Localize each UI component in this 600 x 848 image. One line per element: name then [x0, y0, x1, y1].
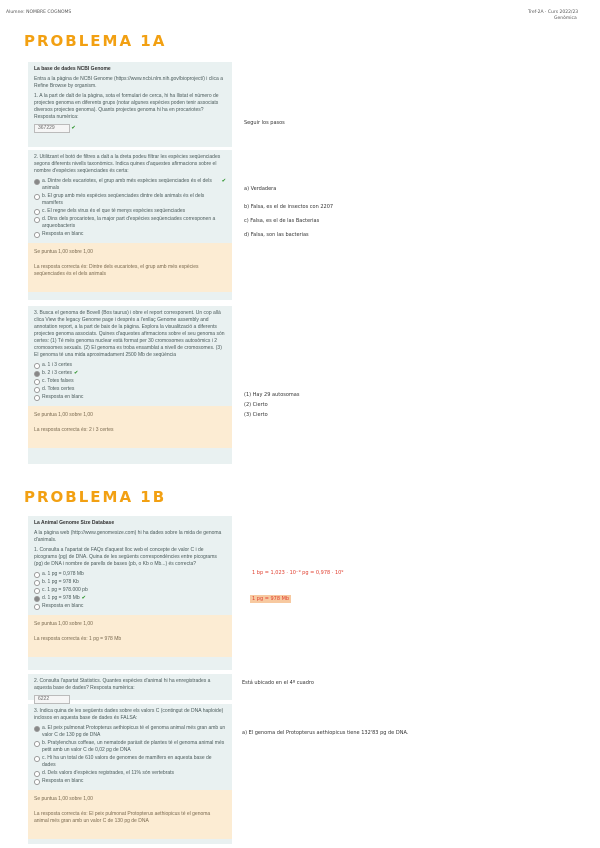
option-a[interactable]: a. 1 i 3 certes: [34, 362, 226, 369]
radio-icon[interactable]: [34, 363, 40, 369]
option-c[interactable]: c. El regne dels virus és el que té menys espècies seqüenciades: [34, 208, 226, 215]
radio-icon[interactable]: [34, 572, 40, 578]
answer-input[interactable]: 6222: [34, 695, 70, 704]
radio-icon[interactable]: [34, 194, 40, 200]
option-b[interactable]: b. Pratylenchus coffeae, un nematode paràsit de plantes té el genoma animal més petit amb un valor C de 0,02 pg de DNA: [34, 740, 226, 754]
score-text: Se puntua 1,00 sobre 1,00: [34, 412, 93, 418]
radio-icon[interactable]: [34, 588, 40, 594]
option-b[interactable]: b. 1 pg = 978 Kb: [34, 579, 226, 586]
note-seguir: Seguir los pasos: [244, 120, 285, 126]
feedback-box: [28, 406, 232, 448]
question-card-1b-1: [28, 516, 232, 670]
option-a[interactable]: a. El peix pulmonat Protopterus aethiopicus té el genoma animal més gran amb un valor C de 130 pg de DNA: [34, 725, 226, 739]
radio-icon[interactable]: [34, 232, 40, 238]
radio-icon[interactable]: [34, 179, 40, 185]
radio-icon[interactable]: [34, 604, 40, 610]
radio-icon[interactable]: [34, 779, 40, 785]
radio-icon[interactable]: [34, 771, 40, 777]
question-heading: La Animal Genome Size Database: [34, 520, 115, 526]
radio-icon[interactable]: [34, 756, 40, 762]
option-blank[interactable]: Resposta en blanc: [34, 778, 226, 785]
check-icon: ✔: [221, 178, 226, 184]
radio-icon[interactable]: [34, 395, 40, 401]
note-3-3: (3) Cierto: [244, 412, 268, 418]
note-6: a) El genoma del Protopterus aethiopicus tiene 132'83 pg de DNA.: [242, 730, 409, 736]
option-d[interactable]: d. Dels valors d'espècies registrades, el 11% són vertebrats: [34, 770, 226, 777]
note-5: Está ubicado en el 4º cuadro: [242, 680, 314, 686]
radio-icon[interactable]: [34, 580, 40, 586]
feedback-box: [28, 615, 232, 657]
question-text: 3. Busca el genoma de Bovell (Bos taurus) i obre el report corresponent. Un cop allà clica View the legacy Genome page i després a l'enllaç Genome assembly and annotation report, a la part de baix de la pàgina. Explora la visualització a diferents projectes genoma associats. Quines d'aquestes afirmacions sobre el seu genoma són certes: (1) Té més genoma nuclear està format per 30 cromosomes autosòmics i 2 cromosomes sexuals. (2) El genoma es troba ensamblat a nivell de cromosomes. (3) El genoma té una mida aproximadament 2500 Mb de seqüència: [34, 310, 225, 358]
radio-icon[interactable]: [34, 379, 40, 385]
note-4-result: 1 pg = 978 Mb: [252, 596, 290, 602]
option-c[interactable]: c. Hi ha un total de 610 valors de genomes de mamífers en aquesta base de dades: [34, 755, 226, 769]
note-4-conversion: 1 bp = 1,023 · 10⁻⁹ pg = 0,978 · 10⁹: [252, 570, 344, 576]
question-card-1b-2: [28, 674, 232, 700]
note-3-2: (2) Cierto: [244, 402, 268, 408]
header-right-1: Tref·2A · Curs 2022/23: [528, 10, 579, 15]
radio-icon[interactable]: [34, 726, 40, 732]
option-b[interactable]: b. El grup amb més espècies seqüenciades dintre dels animals és el dels mamífers: [34, 193, 226, 207]
question-card-1a-1: [28, 62, 232, 147]
option-a[interactable]: a. Dintre dels eucariotes, el grup amb més espècies seqüenciades és el dels animals ✔: [34, 178, 226, 192]
check-icon: ✔: [74, 370, 79, 376]
question-intro: A la pàgina web (http://www.genomesize.com) hi ha dades sobre la mida de genoma d'animals.: [34, 530, 222, 543]
feedback-text: La resposta correcta és: 1 pg = 978 Mb: [34, 636, 122, 642]
option-a[interactable]: a. 1 pg = 0,978 Mb: [34, 571, 226, 578]
header-left: Alumne: NOMBRE COGNOMS: [6, 10, 72, 15]
question-text: 2. Utilitzant el botó de filtres a dalt a la dreta podeu filtrar les espècies seqüenciades segons diferents nivells taxonòmics. Indica quines d'aquestes afirmacions sobre el nombre d'espècies seqüenciades és certa:: [34, 154, 221, 174]
note-3-1: (1) Hay 29 autosomas: [244, 392, 300, 398]
feedback-text: La resposta correcta és: El peix pulmonat Protopterus aethiopicus té el genoma animal més gran amb un valor C de 130 pg de DNA: [34, 811, 211, 824]
note-2c: c) Falsa, es el de las Bacterias: [244, 218, 320, 224]
question-card-1a-3: [28, 306, 232, 464]
option-c[interactable]: c. 1 pg = 978.000 pb: [34, 587, 226, 594]
check-icon: ✔: [71, 125, 76, 131]
feedback-text: La resposta correcta és: 2 i 3 certes: [34, 427, 114, 433]
feedback-box: [28, 790, 232, 839]
score-text: Se puntua 1,00 sobre 1,00: [34, 621, 93, 627]
score-text: Se puntua 1,00 sobre 1,00: [34, 249, 93, 255]
option-b[interactable]: b. 2 i 3 certes ✔: [34, 370, 226, 377]
note-2d: d) Falsa, son las bacterias: [244, 232, 309, 238]
radio-icon[interactable]: [34, 209, 40, 215]
option-blank[interactable]: Resposta en blanc: [34, 603, 226, 610]
radio-icon[interactable]: [34, 596, 40, 602]
option-d[interactable]: d. Totes certes: [34, 386, 226, 393]
option-blank[interactable]: Resposta en blanc: [34, 231, 226, 238]
radio-icon[interactable]: [34, 217, 40, 223]
question-intro: Entra a la pàgina de NCBI Genome (https://www.ncbi.nlm.nih.gov/bioproject/) i clica a Refine Browse by organism.: [34, 76, 223, 89]
answer-input[interactable]: 367229: [34, 124, 70, 133]
check-icon: ✔: [81, 595, 86, 601]
feedback-text: La resposta correcta és: Dintre dels eucariotes, el grup amb més espècies seqüenciades és el dels animals: [34, 264, 199, 277]
question-text: 1. Consulta a l'apartat de FAQs d'aquest lloc web el concepte de valor C i de picograms (pg) de DNA. Quina de les següents correspondències entre picograms (pg) de DNA i nombre de parells de bases (pb, o Kb o Mb...) és correcta?: [34, 547, 217, 567]
problem-1a-title: PROBLEMA 1A: [24, 32, 167, 50]
note-2b: b) Falsa, es el de insectos con 2207: [244, 204, 334, 210]
option-d[interactable]: d. 1 pg = 978 Mb ✔: [34, 595, 226, 602]
radio-icon[interactable]: [34, 741, 40, 747]
score-text: Se puntua 1,00 sobre 1,00: [34, 796, 93, 802]
question-text: 3. Indica quina de les següents dades sobre els valors C (contingut de DNA haploide) inclosos en aquesta base de dades és FALSA:: [34, 708, 224, 721]
feedback-box: [28, 243, 232, 292]
option-c[interactable]: c. Totes falses: [34, 378, 226, 385]
question-text: 1. A la part de dalt de la pàgina, sota el formulari de cerca, hi ha llistat el número de projectes genoma en diferents grups (notar algunes espècies poden tenir associats diversos projectes genoma). Quants projectes genoma hi ha en procariotes? Resposta numèrica:: [34, 93, 219, 120]
option-d[interactable]: d. Dins dels procariotes, la major part d'espècies seqüenciades corresponen a arqueobacteris: [34, 216, 226, 230]
question-card-1b-3: [28, 704, 232, 844]
header-right-2: Genòmica: [554, 16, 577, 21]
radio-icon[interactable]: [34, 371, 40, 377]
note-2a: a) Verdadera: [244, 186, 277, 192]
option-blank[interactable]: Resposta en blanc: [34, 394, 226, 401]
question-heading: La base de dades NCBI Genome: [34, 66, 111, 72]
problem-1b-title: PROBLEMA 1B: [24, 488, 167, 506]
radio-icon[interactable]: [34, 387, 40, 393]
question-text: 2. Consulta l'apartat Statistics. Quantes espècies d'animal hi ha enregistrades a aquesta base de dades? Resposta numèrica:: [34, 678, 211, 691]
question-card-1a-2: [28, 150, 232, 300]
